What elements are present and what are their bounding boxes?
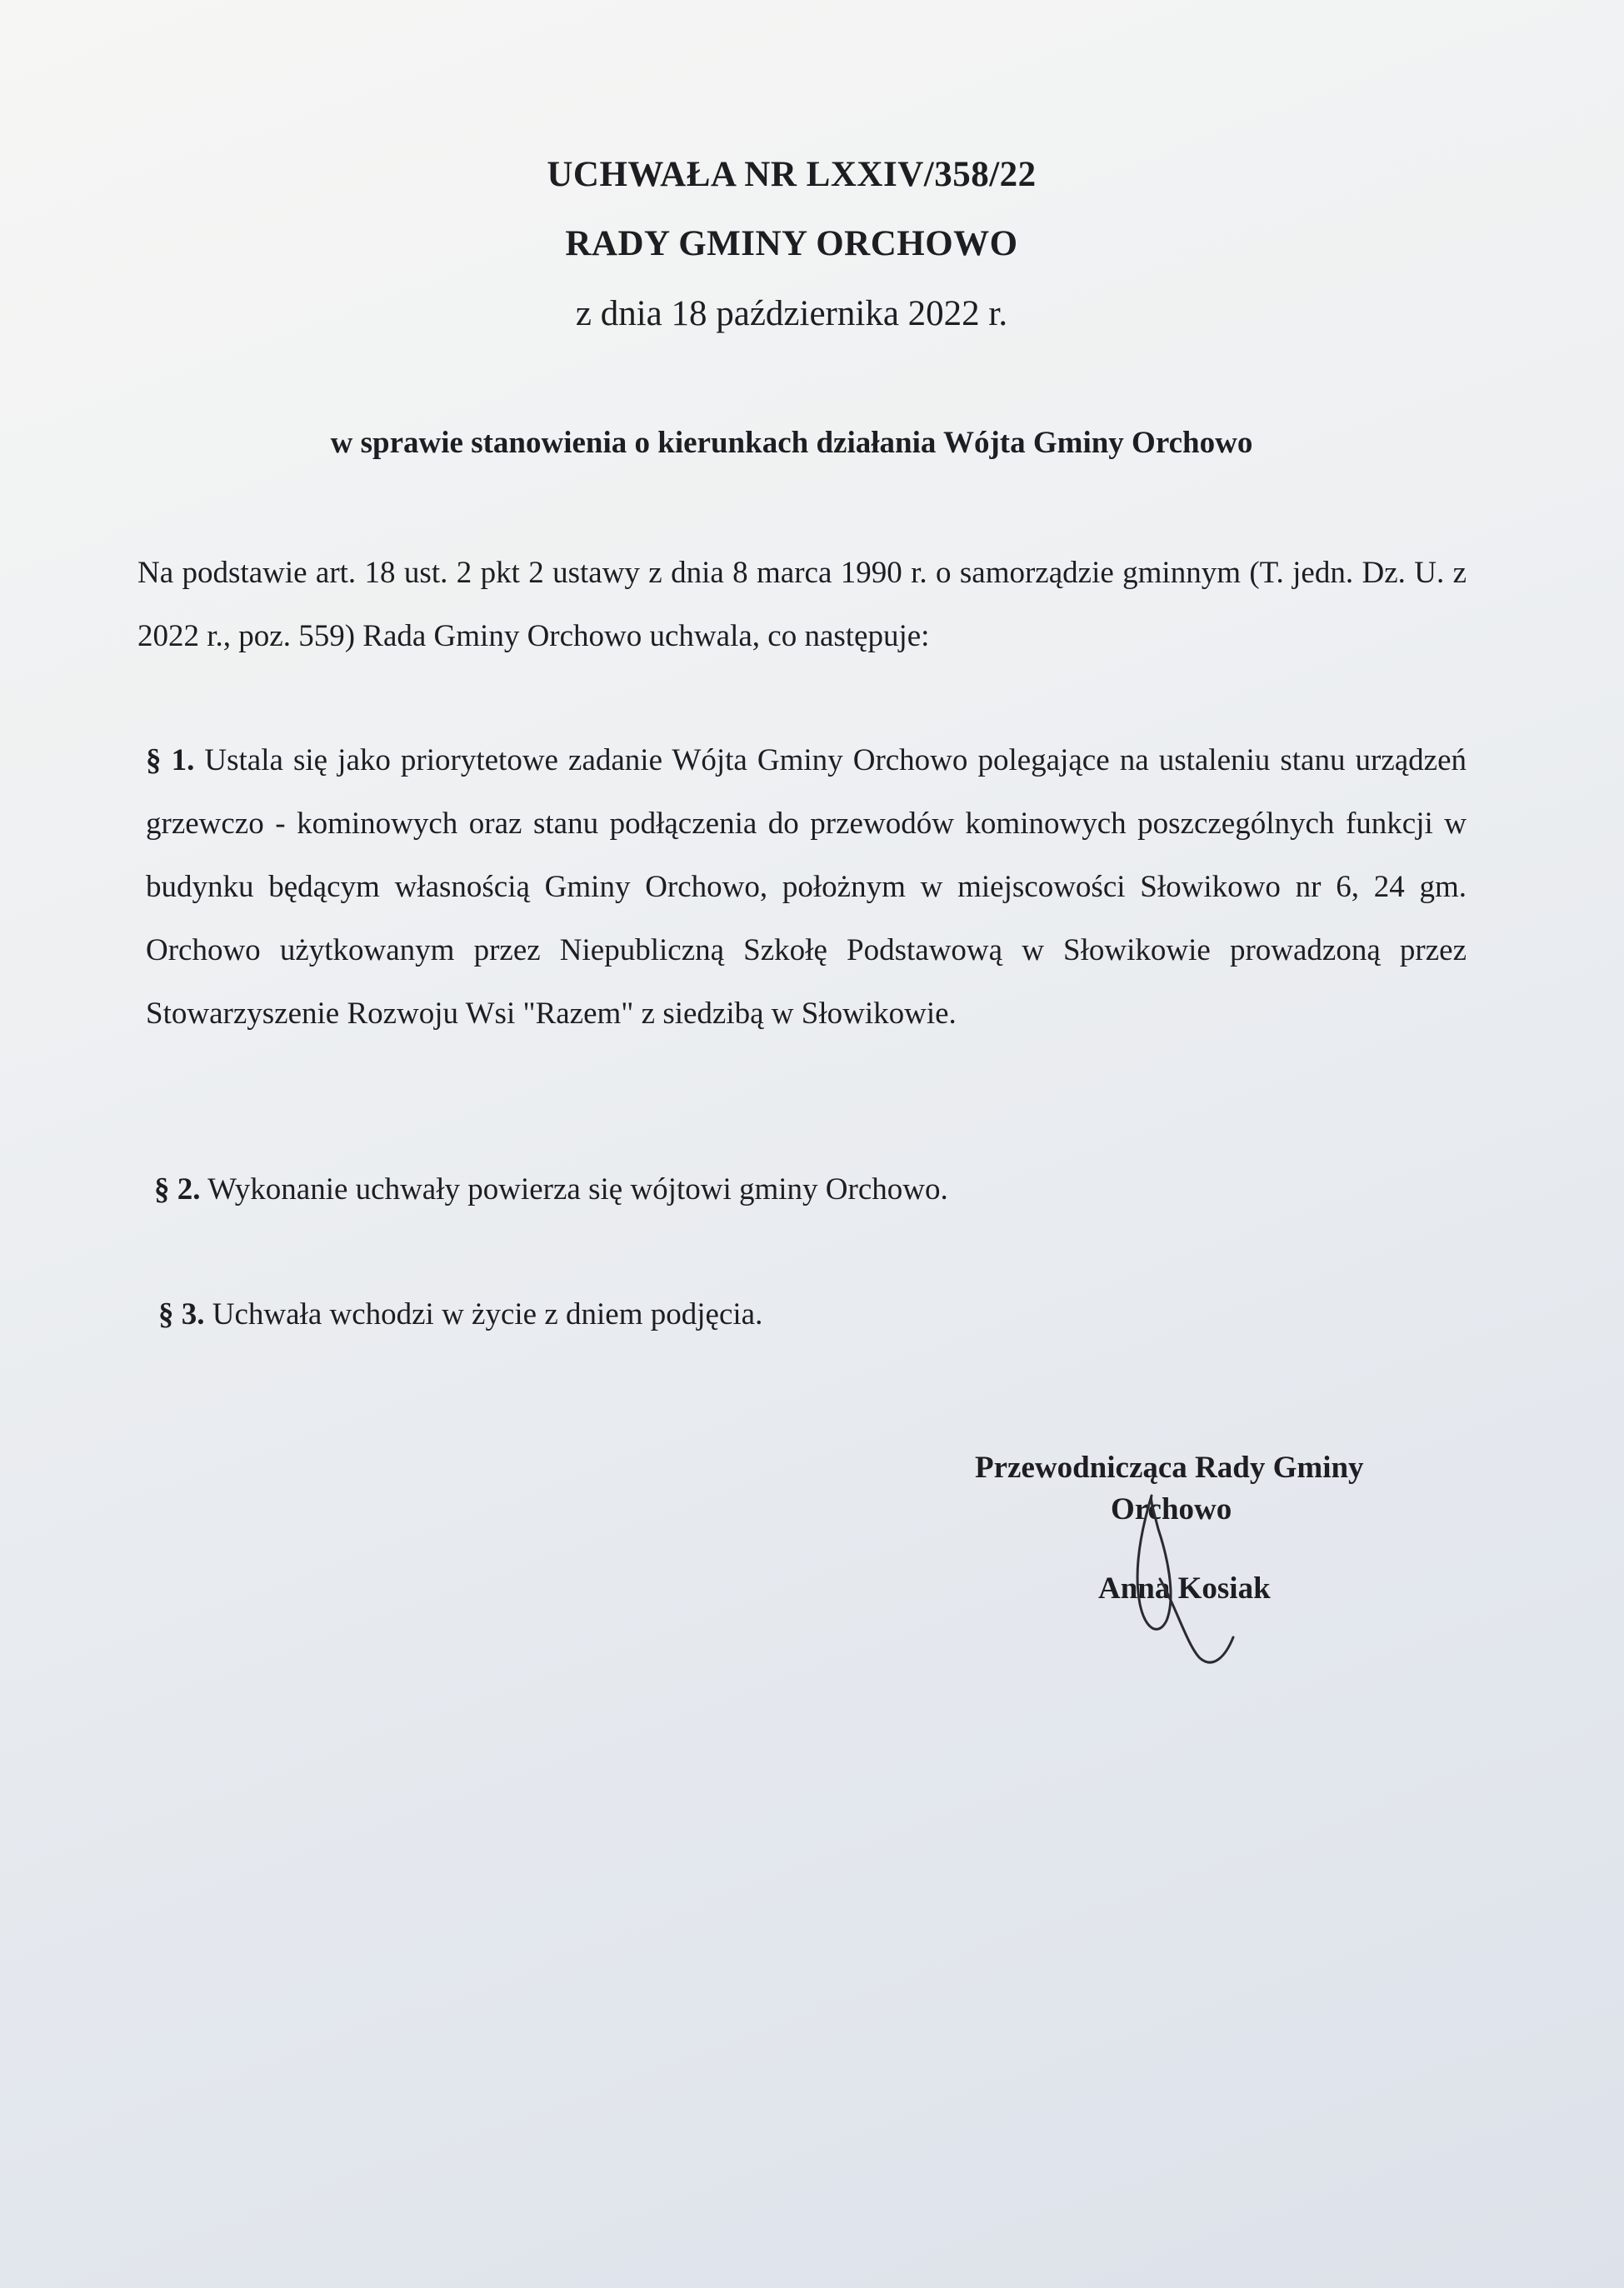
resolution-number-title: UCHWAŁA NR LXXIV/358/22 [547, 155, 1037, 194]
council-name-title: RADY GMINY ORCHOWO [565, 224, 1018, 263]
paragraph-3 [158, 1283, 1325, 1346]
handwritten-signature [1108, 1479, 1242, 1671]
signatory-role-line-2: Orchowo [1111, 1492, 1232, 1526]
paragraph-2-text: Wykonanie uchwały powierza się wójtowi gminy Orchowo. [207, 1172, 948, 1206]
paragraph-3-marker: § 3. [158, 1297, 205, 1331]
paragraph-2-marker: § 2. [154, 1172, 201, 1206]
signatory-role-line-1: Przewodnicząca Rady Gminy [975, 1451, 1364, 1485]
legal-basis-preamble: Na podstawie art. 18 ust. 2 pkt 2 ustawy z dnia 8 marca 1990 r. o samorządzie gminnym (T. jedn. Dz. U. z 2022 r., poz. 559) Rada Gminy Orchowo uchwala, co następuje: [137, 556, 1467, 653]
paragraph-2 [154, 1158, 1321, 1221]
paragraph-3-text: Uchwała wchodzi w życie z dniem podjęcia. [212, 1297, 763, 1331]
resolution-date: z dnia 18 października 2022 r. [575, 294, 1008, 333]
resolution-subject: w sprawie stanowienia o kierunkach działania Wójta Gminy Orchowo [330, 426, 1253, 460]
signatory-name: Anna Kosiak [1098, 1571, 1271, 1606]
paragraph-1 [146, 729, 1467, 1046]
paragraph-1-text: Ustala się jako priorytetowe zadanie Wójta Gminy Orchowo polegające na ustaleniu stanu urządzeń grzewczo - kominowych oraz stanu podłączenia do przewodów kominowych poszczególnych funkcji w budynku będącym własnością Gminy Orchowo, położnym w miejscowości Słowikowo nr 6, 24 gm. Orchowo użytkowanym przez Niepubliczną Szkołę Podstawową w Słowikowie prowadzoną przez Stowarzyszenie Rozwoju Wsi "Razem" z siedzibą w Słowikowie. [146, 743, 1467, 1031]
paragraph-1-marker: § 1. [146, 743, 195, 777]
